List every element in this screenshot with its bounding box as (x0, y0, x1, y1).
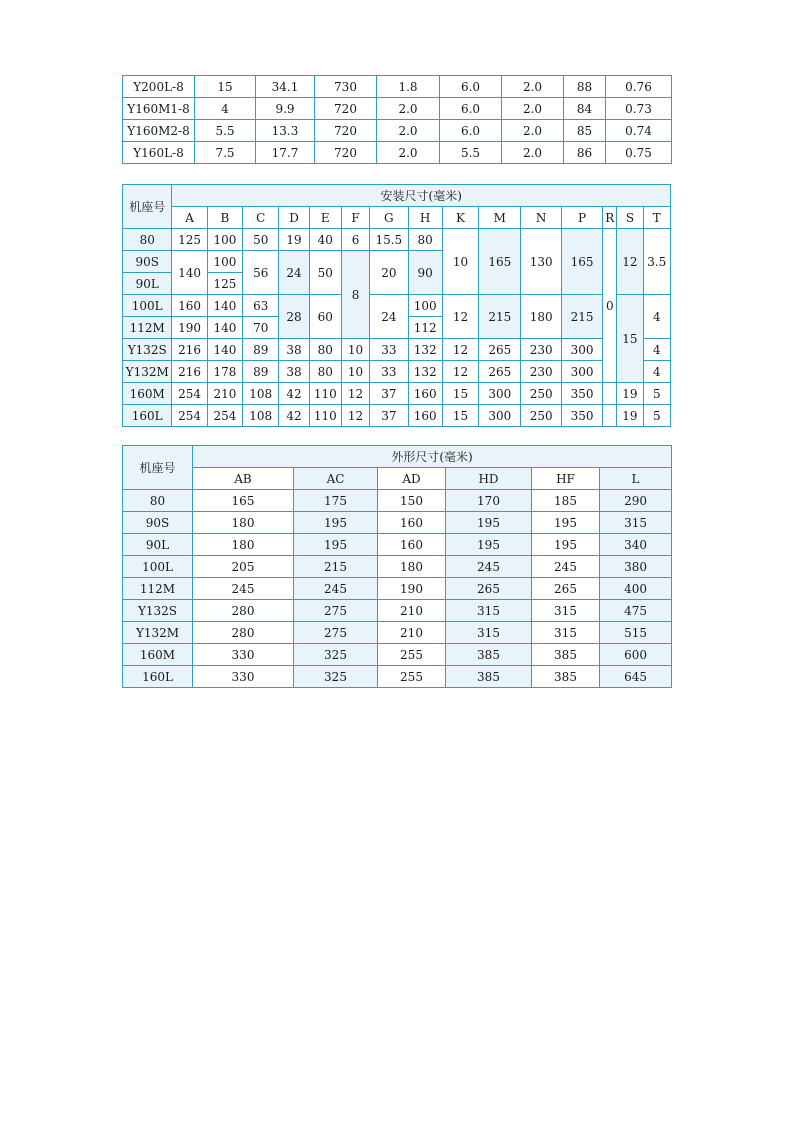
table-cell: 19 (617, 383, 643, 405)
table-cell: 0.74 (606, 120, 672, 142)
table-title-row (123, 185, 671, 207)
table-cell: 325 (294, 666, 378, 688)
table-row (123, 644, 672, 666)
table-cell: 100 (207, 251, 242, 273)
table-cell: 175 (294, 490, 378, 512)
table-cell: 42 (279, 383, 309, 405)
table-cell: 165 (479, 229, 521, 295)
table-cell: 80 (309, 339, 341, 361)
table-cell: 350 (561, 405, 602, 427)
table-cell: 160 (408, 383, 442, 405)
table-cell: 600 (600, 644, 672, 666)
table-cell: 80 (408, 229, 442, 251)
table-cell: 85 (564, 120, 606, 142)
table-cell: 315 (532, 600, 600, 622)
table-row (123, 534, 672, 556)
column-header: P (561, 207, 602, 229)
table-cell: 195 (532, 512, 600, 534)
table-cell: 140 (207, 339, 242, 361)
table-cell: 19 (279, 229, 309, 251)
table-cell: 70 (243, 317, 279, 339)
table-cell: 160 (172, 295, 207, 317)
frame-cell: Y132S (123, 339, 172, 361)
table-cell: 108 (243, 405, 279, 427)
table-cell: 0.76 (606, 76, 672, 98)
column-header: L (600, 468, 672, 490)
column-header: S (617, 207, 643, 229)
table-cell: 645 (600, 666, 672, 688)
table-cell: 385 (446, 666, 532, 688)
table-row (123, 383, 671, 405)
table-cell: 12 (442, 339, 478, 361)
table-row (123, 361, 671, 383)
table-cell: 4 (643, 361, 670, 383)
table-cell: 380 (600, 556, 672, 578)
table-row (123, 339, 671, 361)
table-cell: 280 (193, 622, 294, 644)
table-row (123, 76, 672, 98)
table-cell: 720 (315, 98, 377, 120)
table-cell: 38 (279, 361, 309, 383)
table-cell: 112 (408, 317, 442, 339)
table-cell: 20 (370, 251, 408, 295)
table-cell: 125 (207, 273, 242, 295)
table-cell: 5.5 (440, 142, 502, 164)
table-cell: 265 (479, 361, 521, 383)
frame-cell: Y132S (123, 600, 193, 622)
model-cell: Y200L-8 (123, 76, 195, 98)
performance-table (122, 75, 672, 164)
table-cell: 130 (521, 229, 561, 295)
table-cell: 178 (207, 361, 242, 383)
table-cell: 254 (172, 383, 207, 405)
table-cell: 12 (341, 383, 369, 405)
table-cell (603, 405, 617, 427)
table-cell: 1.8 (377, 76, 440, 98)
table-cell: 15 (195, 76, 256, 98)
table-cell: 2.0 (502, 142, 564, 164)
table-row (123, 405, 671, 427)
table-cell: 280 (193, 600, 294, 622)
table-cell: 165 (561, 229, 602, 295)
table-cell: 245 (193, 578, 294, 600)
table-cell: 315 (446, 600, 532, 622)
table-title: 外形尺寸(毫米) (193, 446, 672, 468)
frame-cell: 160L (123, 666, 193, 688)
table-cell: 215 (294, 556, 378, 578)
table-cell: 216 (172, 339, 207, 361)
table-cell: 84 (564, 98, 606, 120)
table-cell: 250 (521, 383, 561, 405)
table-cell: 4 (643, 339, 670, 361)
column-header: A (172, 207, 207, 229)
table-cell: 10 (341, 339, 369, 361)
table-cell: 165 (193, 490, 294, 512)
table-cell: 160 (378, 534, 446, 556)
installation-dimensions-table (122, 184, 671, 427)
table-cell: 290 (600, 490, 672, 512)
table-cell: 140 (207, 295, 242, 317)
table-cell: 300 (479, 383, 521, 405)
table-cell: 90 (408, 251, 442, 295)
table-cell: 88 (564, 76, 606, 98)
table-cell: 13.3 (256, 120, 315, 142)
frame-cell: Y132M (123, 361, 172, 383)
table-cell: 160 (408, 405, 442, 427)
frame-cell: 90L (123, 273, 172, 295)
table-cell: 2.0 (502, 76, 564, 98)
table-cell: 215 (561, 295, 602, 339)
table-cell: 190 (378, 578, 446, 600)
table-cell: 10 (442, 229, 478, 295)
table-title-row (123, 446, 672, 468)
table-cell: 6 (341, 229, 369, 251)
table-cell: 38 (279, 339, 309, 361)
table-row (123, 490, 672, 512)
table-cell: 28 (279, 295, 309, 339)
column-header: B (207, 207, 242, 229)
table-row (123, 556, 672, 578)
table-cell: 7.5 (195, 142, 256, 164)
table-cell: 150 (378, 490, 446, 512)
table-cell: 210 (378, 600, 446, 622)
table-cell: 190 (172, 317, 207, 339)
column-header: K (442, 207, 478, 229)
table-cell: 33 (370, 361, 408, 383)
table-cell: 6.0 (440, 76, 502, 98)
frame-cell: 160M (123, 383, 172, 405)
model-cell: Y160L-8 (123, 142, 195, 164)
table-cell: 720 (315, 120, 377, 142)
frame-cell: 112M (123, 317, 172, 339)
table-row (123, 295, 671, 317)
frame-header: 机座号 (123, 185, 172, 229)
table-cell: 195 (446, 534, 532, 556)
frame-cell: 100L (123, 556, 193, 578)
table-cell: 160 (378, 512, 446, 534)
column-header: AD (378, 468, 446, 490)
frame-cell: 80 (123, 490, 193, 512)
column-header: H (408, 207, 442, 229)
table-cell: 12 (442, 295, 478, 339)
table-cell: 245 (446, 556, 532, 578)
table-cell: 8 (341, 251, 369, 339)
column-header-row (123, 207, 671, 229)
table-cell: 125 (172, 229, 207, 251)
table-cell: 12 (442, 361, 478, 383)
table-cell: 230 (521, 361, 561, 383)
table-cell: 255 (378, 666, 446, 688)
table-cell: 9.9 (256, 98, 315, 120)
table-cell: 15 (617, 295, 643, 383)
table-row (123, 578, 672, 600)
outline-dimensions-table (122, 445, 672, 688)
table-cell: 385 (532, 644, 600, 666)
column-header: D (279, 207, 309, 229)
table-cell: 12 (617, 229, 643, 295)
table-cell: 300 (561, 361, 602, 383)
frame-cell: 90L (123, 534, 193, 556)
table-cell: 185 (532, 490, 600, 512)
table-cell: 40 (309, 229, 341, 251)
table-cell: 2.0 (377, 120, 440, 142)
table-cell: 195 (532, 534, 600, 556)
table-row (123, 622, 672, 644)
table-row (123, 98, 672, 120)
frame-cell: 160M (123, 644, 193, 666)
table-cell: 108 (243, 383, 279, 405)
table-cell: 2.0 (377, 142, 440, 164)
table-cell: 720 (315, 142, 377, 164)
table-cell: 24 (279, 251, 309, 295)
table-cell: 275 (294, 622, 378, 644)
frame-cell: Y132M (123, 622, 193, 644)
column-header: HF (532, 468, 600, 490)
table-cell: 180 (193, 534, 294, 556)
frame-cell: 80 (123, 229, 172, 251)
table-cell: 245 (532, 556, 600, 578)
table-cell: 89 (243, 339, 279, 361)
column-header-row (123, 468, 672, 490)
table-cell: 330 (193, 644, 294, 666)
table-row (123, 120, 672, 142)
table-title: 安装尺寸(毫米) (172, 185, 671, 207)
table-cell (603, 383, 617, 405)
table-cell: 6.0 (440, 120, 502, 142)
table-cell: 195 (446, 512, 532, 534)
table-cell: 60 (309, 295, 341, 339)
table-cell: 330 (193, 666, 294, 688)
table-cell: 100 (207, 229, 242, 251)
table-cell: 300 (479, 405, 521, 427)
table-cell: 245 (294, 578, 378, 600)
table-cell: 24 (370, 295, 408, 339)
column-header: AC (294, 468, 378, 490)
table-row (123, 229, 671, 251)
table-cell: 34.1 (256, 76, 315, 98)
frame-cell: 90S (123, 251, 172, 273)
table-cell: 254 (207, 405, 242, 427)
column-header: R (603, 207, 617, 229)
table-cell: 340 (600, 534, 672, 556)
column-header: N (521, 207, 561, 229)
table-cell: 19 (617, 405, 643, 427)
table-cell: 515 (600, 622, 672, 644)
table-cell: 325 (294, 644, 378, 666)
column-header: M (479, 207, 521, 229)
table-row (123, 600, 672, 622)
table-cell: 5 (643, 405, 670, 427)
table-cell: 275 (294, 600, 378, 622)
frame-cell: 100L (123, 295, 172, 317)
column-header: HD (446, 468, 532, 490)
table-cell: 385 (446, 644, 532, 666)
table-cell: 15 (442, 405, 478, 427)
column-header: C (243, 207, 279, 229)
table-cell: 0.75 (606, 142, 672, 164)
table-cell: 475 (600, 600, 672, 622)
table-cell: 2.0 (502, 98, 564, 120)
table-cell: 5.5 (195, 120, 256, 142)
frame-cell: 160L (123, 405, 172, 427)
table-cell: 3.5 (643, 229, 670, 295)
table-cell: 265 (446, 578, 532, 600)
table-cell: 17.7 (256, 142, 315, 164)
table-cell: 400 (600, 578, 672, 600)
table-cell: 195 (294, 534, 378, 556)
table-cell: 180 (193, 512, 294, 534)
table-cell: 86 (564, 142, 606, 164)
model-cell: Y160M1-8 (123, 98, 195, 120)
table-cell: 230 (521, 339, 561, 361)
table-cell: 180 (378, 556, 446, 578)
table-cell: 140 (172, 251, 207, 295)
table-cell: 350 (561, 383, 602, 405)
table-cell: 210 (207, 383, 242, 405)
table-cell: 254 (172, 405, 207, 427)
table-cell: 210 (378, 622, 446, 644)
table-cell: 42 (279, 405, 309, 427)
table-cell: 140 (207, 317, 242, 339)
table-cell: 385 (532, 666, 600, 688)
table-cell: 205 (193, 556, 294, 578)
table-cell: 15.5 (370, 229, 408, 251)
model-cell: Y160M2-8 (123, 120, 195, 142)
table-cell: 0 (603, 229, 617, 383)
table-row (123, 512, 672, 534)
table-row (123, 142, 672, 164)
table-cell: 89 (243, 361, 279, 383)
table-cell: 265 (532, 578, 600, 600)
table-cell: 195 (294, 512, 378, 534)
table-cell: 10 (341, 361, 369, 383)
table-cell: 2.0 (377, 98, 440, 120)
table-cell: 4 (195, 98, 256, 120)
table-cell: 315 (600, 512, 672, 534)
table-cell: 0.73 (606, 98, 672, 120)
table-cell: 300 (561, 339, 602, 361)
table-cell: 15 (442, 383, 478, 405)
table-cell: 12 (341, 405, 369, 427)
table-cell: 110 (309, 405, 341, 427)
table-cell: 255 (378, 644, 446, 666)
table-cell: 6.0 (440, 98, 502, 120)
table-cell: 265 (479, 339, 521, 361)
table-cell: 100 (408, 295, 442, 317)
table-cell: 37 (370, 383, 408, 405)
table-cell: 56 (243, 251, 279, 295)
column-header: AB (193, 468, 294, 490)
table-cell: 4 (643, 295, 670, 339)
table-cell: 33 (370, 339, 408, 361)
column-header: G (370, 207, 408, 229)
table-cell: 315 (446, 622, 532, 644)
table-cell: 216 (172, 361, 207, 383)
table-cell: 63 (243, 295, 279, 317)
table-cell: 50 (309, 251, 341, 295)
frame-header: 机座号 (123, 446, 193, 490)
table-cell: 132 (408, 339, 442, 361)
table-cell: 2.0 (502, 120, 564, 142)
column-header: F (341, 207, 369, 229)
table-cell: 50 (243, 229, 279, 251)
table-cell: 250 (521, 405, 561, 427)
table-cell: 5 (643, 383, 670, 405)
frame-cell: 112M (123, 578, 193, 600)
table-cell: 37 (370, 405, 408, 427)
table-cell: 180 (521, 295, 561, 339)
table-cell: 132 (408, 361, 442, 383)
table-cell: 315 (532, 622, 600, 644)
frame-cell: 90S (123, 512, 193, 534)
table-cell: 730 (315, 76, 377, 98)
column-header: T (643, 207, 670, 229)
table-cell: 80 (309, 361, 341, 383)
column-header: E (309, 207, 341, 229)
table-cell: 110 (309, 383, 341, 405)
table-row (123, 666, 672, 688)
table-cell: 170 (446, 490, 532, 512)
table-cell: 215 (479, 295, 521, 339)
